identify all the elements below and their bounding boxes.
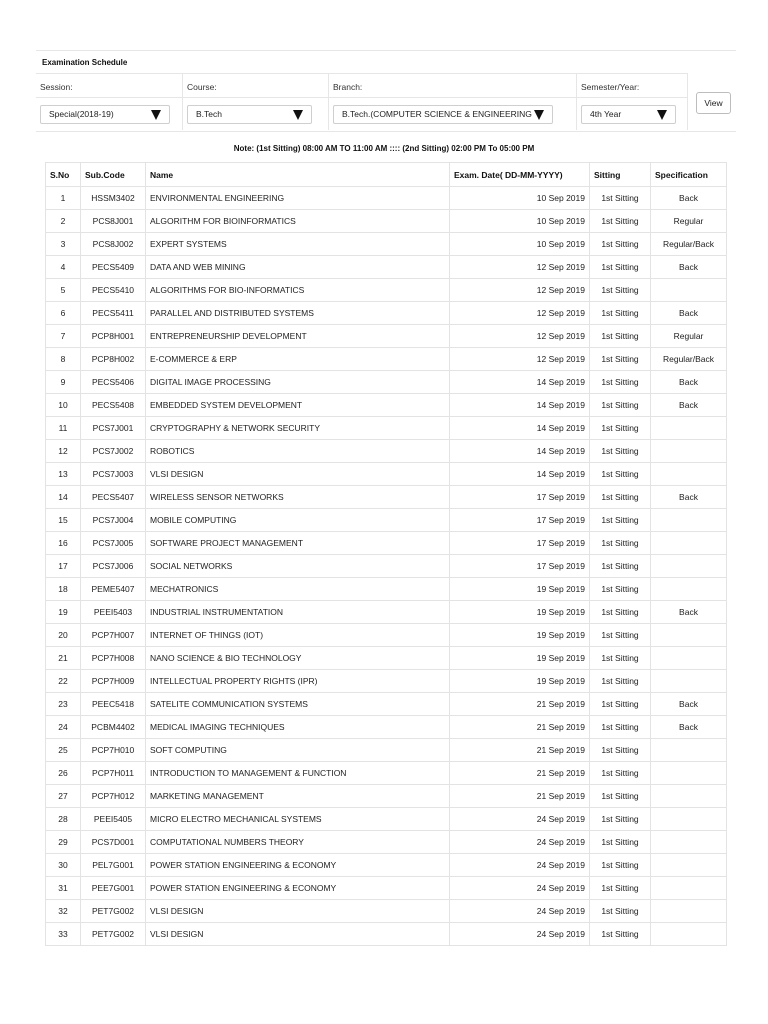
table-row bbox=[46, 923, 727, 946]
sitting-cell: 1st Sitting bbox=[590, 877, 651, 900]
specification-cell bbox=[651, 555, 727, 578]
specification-cell bbox=[651, 509, 727, 532]
sitting-time-note: Note: (1st Sitting) 08:00 AM TO 11:00 AM :::: (2nd Sitting) 02:00 PM To 05:00 PM bbox=[233, 144, 535, 153]
exam-date-cell: 17 Sep 2019 bbox=[450, 509, 590, 532]
subcode-cell: PEL7G001 bbox=[81, 854, 146, 877]
subcode-cell: PCBM4402 bbox=[81, 716, 146, 739]
table-row bbox=[46, 532, 727, 555]
specification-cell bbox=[651, 923, 727, 946]
sitting-cell: 1st Sitting bbox=[590, 509, 651, 532]
table-row bbox=[46, 578, 727, 601]
session-select-value: Special(2018-19) bbox=[49, 109, 114, 119]
sno-cell: 14 bbox=[46, 486, 81, 509]
sitting-cell: 1st Sitting bbox=[590, 670, 651, 693]
col-header-specification: Specification bbox=[651, 163, 727, 187]
dropdown-arrow-icon bbox=[293, 110, 303, 120]
sno-cell: 24 bbox=[46, 716, 81, 739]
course-select-value: B.Tech bbox=[196, 109, 222, 119]
table-row bbox=[46, 762, 727, 785]
name-cell: DATA AND WEB MINING bbox=[146, 256, 450, 279]
table-row bbox=[46, 394, 727, 417]
table-row bbox=[46, 877, 727, 900]
table-row bbox=[46, 256, 727, 279]
exam-date-cell: 24 Sep 2019 bbox=[450, 854, 590, 877]
branch-label-cell bbox=[329, 74, 577, 98]
table-row bbox=[46, 417, 727, 440]
specification-cell bbox=[651, 578, 727, 601]
table-header-row bbox=[46, 163, 727, 187]
table-row bbox=[46, 647, 727, 670]
specification-cell: Back bbox=[651, 302, 727, 325]
name-cell: EXPERT SYSTEMS bbox=[146, 233, 450, 256]
exam-date-cell: 17 Sep 2019 bbox=[450, 555, 590, 578]
sno-cell: 31 bbox=[46, 877, 81, 900]
exam-date-cell: 24 Sep 2019 bbox=[450, 877, 590, 900]
branch-select-cell bbox=[329, 98, 577, 130]
sno-cell: 11 bbox=[46, 417, 81, 440]
name-cell: EMBEDDED SYSTEM DEVELOPMENT bbox=[146, 394, 450, 417]
branch-label: Branch: bbox=[333, 82, 363, 92]
sitting-cell: 1st Sitting bbox=[590, 624, 651, 647]
dropdown-arrow-icon bbox=[151, 110, 161, 120]
exam-date-cell: 14 Sep 2019 bbox=[450, 371, 590, 394]
sitting-cell: 1st Sitting bbox=[590, 831, 651, 854]
subcode-cell: PCS7J001 bbox=[81, 417, 146, 440]
specification-cell bbox=[651, 739, 727, 762]
sno-cell: 7 bbox=[46, 325, 81, 348]
sno-cell: 12 bbox=[46, 440, 81, 463]
sno-cell: 32 bbox=[46, 900, 81, 923]
exam-date-cell: 19 Sep 2019 bbox=[450, 624, 590, 647]
table-row bbox=[46, 601, 727, 624]
sno-cell: 13 bbox=[46, 463, 81, 486]
subcode-cell: PCS7J005 bbox=[81, 532, 146, 555]
exam-date-cell: 14 Sep 2019 bbox=[450, 417, 590, 440]
branch-select[interactable] bbox=[333, 105, 553, 124]
panel-title: Examination Schedule bbox=[42, 58, 128, 67]
table-row bbox=[46, 210, 727, 233]
sitting-cell: 1st Sitting bbox=[590, 854, 651, 877]
dropdown-arrow-icon bbox=[534, 110, 544, 120]
sno-cell: 30 bbox=[46, 854, 81, 877]
table-row bbox=[46, 900, 727, 923]
name-cell: POWER STATION ENGINEERING & ECONOMY bbox=[146, 854, 450, 877]
subcode-cell: PCP7H007 bbox=[81, 624, 146, 647]
subcode-cell: PEEC5418 bbox=[81, 693, 146, 716]
sitting-cell: 1st Sitting bbox=[590, 325, 651, 348]
sitting-cell: 1st Sitting bbox=[590, 808, 651, 831]
sno-cell: 1 bbox=[46, 187, 81, 210]
table-row bbox=[46, 440, 727, 463]
sno-cell: 3 bbox=[46, 233, 81, 256]
dropdown-arrow-icon bbox=[657, 110, 667, 120]
sitting-cell: 1st Sitting bbox=[590, 647, 651, 670]
sno-cell: 29 bbox=[46, 831, 81, 854]
sno-cell: 33 bbox=[46, 923, 81, 946]
subcode-cell: PET7G002 bbox=[81, 923, 146, 946]
table-row bbox=[46, 739, 727, 762]
specification-cell bbox=[651, 647, 727, 670]
session-select[interactable] bbox=[40, 105, 170, 124]
semester-select-cell bbox=[577, 98, 688, 130]
course-select[interactable] bbox=[187, 105, 312, 124]
filter-labels-row bbox=[36, 73, 688, 98]
specification-cell bbox=[651, 785, 727, 808]
specification-cell bbox=[651, 624, 727, 647]
name-cell: SOFTWARE PROJECT MANAGEMENT bbox=[146, 532, 450, 555]
sno-cell: 4 bbox=[46, 256, 81, 279]
sno-cell: 9 bbox=[46, 371, 81, 394]
col-header-subcode: Sub.Code bbox=[81, 163, 146, 187]
sitting-cell: 1st Sitting bbox=[590, 417, 651, 440]
name-cell: ALGORITHM FOR BIOINFORMATICS bbox=[146, 210, 450, 233]
sitting-cell: 1st Sitting bbox=[590, 739, 651, 762]
name-cell: INDUSTRIAL INSTRUMENTATION bbox=[146, 601, 450, 624]
exam-date-cell: 17 Sep 2019 bbox=[450, 532, 590, 555]
specification-cell: Back bbox=[651, 601, 727, 624]
sno-cell: 20 bbox=[46, 624, 81, 647]
name-cell: POWER STATION ENGINEERING & ECONOMY bbox=[146, 877, 450, 900]
table-row bbox=[46, 854, 727, 877]
sitting-cell: 1st Sitting bbox=[590, 693, 651, 716]
exam-date-cell: 12 Sep 2019 bbox=[450, 348, 590, 371]
subcode-cell: PECS5409 bbox=[81, 256, 146, 279]
sno-cell: 22 bbox=[46, 670, 81, 693]
table-row bbox=[46, 348, 727, 371]
col-header-name: Name bbox=[146, 163, 450, 187]
exam-date-cell: 19 Sep 2019 bbox=[450, 601, 590, 624]
table-row bbox=[46, 486, 727, 509]
subcode-cell: PCS7J002 bbox=[81, 440, 146, 463]
subcode-cell: PCP7H009 bbox=[81, 670, 146, 693]
exam-date-cell: 24 Sep 2019 bbox=[450, 831, 590, 854]
semester-select-value: 4th Year bbox=[590, 109, 622, 119]
table-row bbox=[46, 785, 727, 808]
subcode-cell: PCS8J002 bbox=[81, 233, 146, 256]
table-row bbox=[46, 716, 727, 739]
table-row bbox=[46, 808, 727, 831]
name-cell: COMPUTATIONAL NUMBERS THEORY bbox=[146, 831, 450, 854]
specification-cell bbox=[651, 877, 727, 900]
name-cell: E-COMMERCE & ERP bbox=[146, 348, 450, 371]
subcode-cell: PECS5410 bbox=[81, 279, 146, 302]
subcode-cell: PCP7H011 bbox=[81, 762, 146, 785]
exam-date-cell: 21 Sep 2019 bbox=[450, 716, 590, 739]
specification-cell bbox=[651, 854, 727, 877]
subcode-cell: PCS7J003 bbox=[81, 463, 146, 486]
exam-date-cell: 10 Sep 2019 bbox=[450, 233, 590, 256]
name-cell: NANO SCIENCE & BIO TECHNOLOGY bbox=[146, 647, 450, 670]
sno-cell: 19 bbox=[46, 601, 81, 624]
sitting-cell: 1st Sitting bbox=[590, 463, 651, 486]
sno-cell: 23 bbox=[46, 693, 81, 716]
exam-date-cell: 12 Sep 2019 bbox=[450, 325, 590, 348]
name-cell: SOCIAL NETWORKS bbox=[146, 555, 450, 578]
table-row bbox=[46, 693, 727, 716]
subcode-cell: PCP7H008 bbox=[81, 647, 146, 670]
subcode-cell: PCP8H001 bbox=[81, 325, 146, 348]
subcode-cell: PEME5407 bbox=[81, 578, 146, 601]
name-cell: MICRO ELECTRO MECHANICAL SYSTEMS bbox=[146, 808, 450, 831]
sno-cell: 6 bbox=[46, 302, 81, 325]
sno-cell: 26 bbox=[46, 762, 81, 785]
subcode-cell: PCP7H012 bbox=[81, 785, 146, 808]
session-label-cell bbox=[36, 74, 183, 98]
branch-select-value: B.Tech.(COMPUTER SCIENCE & ENGINEERING bbox=[342, 109, 532, 119]
subcode-cell: PECS5411 bbox=[81, 302, 146, 325]
subcode-cell: PCP7H010 bbox=[81, 739, 146, 762]
specification-cell: Back bbox=[651, 716, 727, 739]
exam-date-cell: 24 Sep 2019 bbox=[450, 923, 590, 946]
specification-cell: Regular bbox=[651, 325, 727, 348]
name-cell: VLSI DESIGN bbox=[146, 900, 450, 923]
filter-selects-row bbox=[36, 97, 688, 130]
specification-cell bbox=[651, 440, 727, 463]
specification-cell: Regular bbox=[651, 210, 727, 233]
name-cell: PARALLEL AND DISTRIBUTED SYSTEMS bbox=[146, 302, 450, 325]
semester-select[interactable] bbox=[581, 105, 676, 124]
table-row bbox=[46, 187, 727, 210]
semester-label-cell bbox=[577, 74, 688, 98]
session-label: Session: bbox=[40, 82, 73, 92]
name-cell: VLSI DESIGN bbox=[146, 923, 450, 946]
sitting-cell: 1st Sitting bbox=[590, 716, 651, 739]
course-label-cell bbox=[183, 74, 329, 98]
table-row bbox=[46, 279, 727, 302]
specification-cell bbox=[651, 900, 727, 923]
col-header-exam-date: Exam. Date( DD-MM-YYYY) bbox=[450, 163, 590, 187]
name-cell: MARKETING MANAGEMENT bbox=[146, 785, 450, 808]
exam-date-cell: 12 Sep 2019 bbox=[450, 302, 590, 325]
sno-cell: 17 bbox=[46, 555, 81, 578]
sno-cell: 27 bbox=[46, 785, 81, 808]
sitting-cell: 1st Sitting bbox=[590, 210, 651, 233]
specification-cell: Regular/Back bbox=[651, 233, 727, 256]
specification-cell: Back bbox=[651, 486, 727, 509]
table-row bbox=[46, 463, 727, 486]
sno-cell: 5 bbox=[46, 279, 81, 302]
table-row bbox=[46, 325, 727, 348]
exam-date-cell: 21 Sep 2019 bbox=[450, 693, 590, 716]
exam-date-cell: 12 Sep 2019 bbox=[450, 279, 590, 302]
subcode-cell: PCS7J004 bbox=[81, 509, 146, 532]
specification-cell bbox=[651, 463, 727, 486]
col-header-sitting: Sitting bbox=[590, 163, 651, 187]
subcode-cell: PECS5408 bbox=[81, 394, 146, 417]
exam-date-cell: 10 Sep 2019 bbox=[450, 187, 590, 210]
sno-cell: 10 bbox=[46, 394, 81, 417]
exam-date-cell: 24 Sep 2019 bbox=[450, 900, 590, 923]
sitting-cell: 1st Sitting bbox=[590, 486, 651, 509]
table-row bbox=[46, 302, 727, 325]
name-cell: VLSI DESIGN bbox=[146, 463, 450, 486]
exam-date-cell: 21 Sep 2019 bbox=[450, 762, 590, 785]
schedule-filter-panel bbox=[36, 50, 736, 132]
exam-date-cell: 17 Sep 2019 bbox=[450, 486, 590, 509]
subcode-cell: PCS7J006 bbox=[81, 555, 146, 578]
sitting-cell: 1st Sitting bbox=[590, 555, 651, 578]
session-select-cell bbox=[36, 98, 183, 130]
specification-cell bbox=[651, 670, 727, 693]
subcode-cell: PCS7D001 bbox=[81, 831, 146, 854]
sitting-cell: 1st Sitting bbox=[590, 923, 651, 946]
name-cell: MEDICAL IMAGING TECHNIQUES bbox=[146, 716, 450, 739]
sno-cell: 25 bbox=[46, 739, 81, 762]
sitting-cell: 1st Sitting bbox=[590, 279, 651, 302]
table-row bbox=[46, 555, 727, 578]
exam-date-cell: 14 Sep 2019 bbox=[450, 394, 590, 417]
table-body bbox=[46, 187, 727, 946]
exam-date-cell: 14 Sep 2019 bbox=[450, 440, 590, 463]
exam-date-cell: 19 Sep 2019 bbox=[450, 670, 590, 693]
subcode-cell: PEE7G001 bbox=[81, 877, 146, 900]
name-cell: SATELITE COMMUNICATION SYSTEMS bbox=[146, 693, 450, 716]
view-button[interactable]: View bbox=[696, 92, 731, 114]
name-cell: INTERNET OF THINGS (IOT) bbox=[146, 624, 450, 647]
subcode-cell: PET7G002 bbox=[81, 900, 146, 923]
sno-cell: 28 bbox=[46, 808, 81, 831]
subcode-cell: PECS5407 bbox=[81, 486, 146, 509]
name-cell: ENTREPRENEURSHIP DEVELOPMENT bbox=[146, 325, 450, 348]
exam-date-cell: 14 Sep 2019 bbox=[450, 463, 590, 486]
exam-date-cell: 10 Sep 2019 bbox=[450, 210, 590, 233]
sitting-cell: 1st Sitting bbox=[590, 785, 651, 808]
sitting-cell: 1st Sitting bbox=[590, 532, 651, 555]
name-cell: MECHATRONICS bbox=[146, 578, 450, 601]
subcode-cell: PEEI5403 bbox=[81, 601, 146, 624]
exam-date-cell: 24 Sep 2019 bbox=[450, 808, 590, 831]
sitting-cell: 1st Sitting bbox=[590, 348, 651, 371]
name-cell: ALGORITHMS FOR BIO-INFORMATICS bbox=[146, 279, 450, 302]
exam-date-cell: 19 Sep 2019 bbox=[450, 647, 590, 670]
specification-cell bbox=[651, 532, 727, 555]
subcode-cell: PCS8J001 bbox=[81, 210, 146, 233]
specification-cell bbox=[651, 808, 727, 831]
sitting-cell: 1st Sitting bbox=[590, 578, 651, 601]
name-cell: ROBOTICS bbox=[146, 440, 450, 463]
col-header-sno: S.No bbox=[46, 163, 81, 187]
subcode-cell: HSSM3402 bbox=[81, 187, 146, 210]
name-cell: MOBILE COMPUTING bbox=[146, 509, 450, 532]
exam-date-cell: 21 Sep 2019 bbox=[450, 739, 590, 762]
specification-cell: Back bbox=[651, 693, 727, 716]
specification-cell: Back bbox=[651, 256, 727, 279]
sitting-cell: 1st Sitting bbox=[590, 233, 651, 256]
table-row bbox=[46, 831, 727, 854]
name-cell: ENVIRONMENTAL ENGINEERING bbox=[146, 187, 450, 210]
table-row bbox=[46, 670, 727, 693]
sno-cell: 15 bbox=[46, 509, 81, 532]
semester-label: Semester/Year: bbox=[581, 82, 640, 92]
table-row bbox=[46, 509, 727, 532]
table-row bbox=[46, 371, 727, 394]
specification-cell bbox=[651, 417, 727, 440]
sno-cell: 21 bbox=[46, 647, 81, 670]
name-cell: SOFT COMPUTING bbox=[146, 739, 450, 762]
sitting-cell: 1st Sitting bbox=[590, 256, 651, 279]
specification-cell: Back bbox=[651, 394, 727, 417]
specification-cell bbox=[651, 279, 727, 302]
course-select-cell bbox=[183, 98, 329, 130]
sitting-cell: 1st Sitting bbox=[590, 187, 651, 210]
name-cell: INTELLECTUAL PROPERTY RIGHTS (IPR) bbox=[146, 670, 450, 693]
sitting-cell: 1st Sitting bbox=[590, 900, 651, 923]
name-cell: INTRODUCTION TO MANAGEMENT & FUNCTION bbox=[146, 762, 450, 785]
sitting-cell: 1st Sitting bbox=[590, 440, 651, 463]
exam-date-cell: 19 Sep 2019 bbox=[450, 578, 590, 601]
sitting-cell: 1st Sitting bbox=[590, 394, 651, 417]
name-cell: DIGITAL IMAGE PROCESSING bbox=[146, 371, 450, 394]
sitting-cell: 1st Sitting bbox=[590, 302, 651, 325]
exam-date-cell: 12 Sep 2019 bbox=[450, 256, 590, 279]
specification-cell: Regular/Back bbox=[651, 348, 727, 371]
sitting-cell: 1st Sitting bbox=[590, 762, 651, 785]
sno-cell: 2 bbox=[46, 210, 81, 233]
name-cell: WIRELESS SENSOR NETWORKS bbox=[146, 486, 450, 509]
table-row bbox=[46, 624, 727, 647]
name-cell: CRYPTOGRAPHY & NETWORK SECURITY bbox=[146, 417, 450, 440]
subcode-cell: PCP8H002 bbox=[81, 348, 146, 371]
sitting-cell: 1st Sitting bbox=[590, 371, 651, 394]
table-row bbox=[46, 233, 727, 256]
specification-cell: Back bbox=[651, 187, 727, 210]
subcode-cell: PEEI5405 bbox=[81, 808, 146, 831]
sno-cell: 18 bbox=[46, 578, 81, 601]
course-label: Course: bbox=[187, 82, 217, 92]
subcode-cell: PECS5406 bbox=[81, 371, 146, 394]
specification-cell bbox=[651, 762, 727, 785]
exam-schedule-table bbox=[45, 162, 727, 946]
sno-cell: 16 bbox=[46, 532, 81, 555]
sno-cell: 8 bbox=[46, 348, 81, 371]
sitting-cell: 1st Sitting bbox=[590, 601, 651, 624]
specification-cell: Back bbox=[651, 371, 727, 394]
exam-date-cell: 21 Sep 2019 bbox=[450, 785, 590, 808]
specification-cell bbox=[651, 831, 727, 854]
